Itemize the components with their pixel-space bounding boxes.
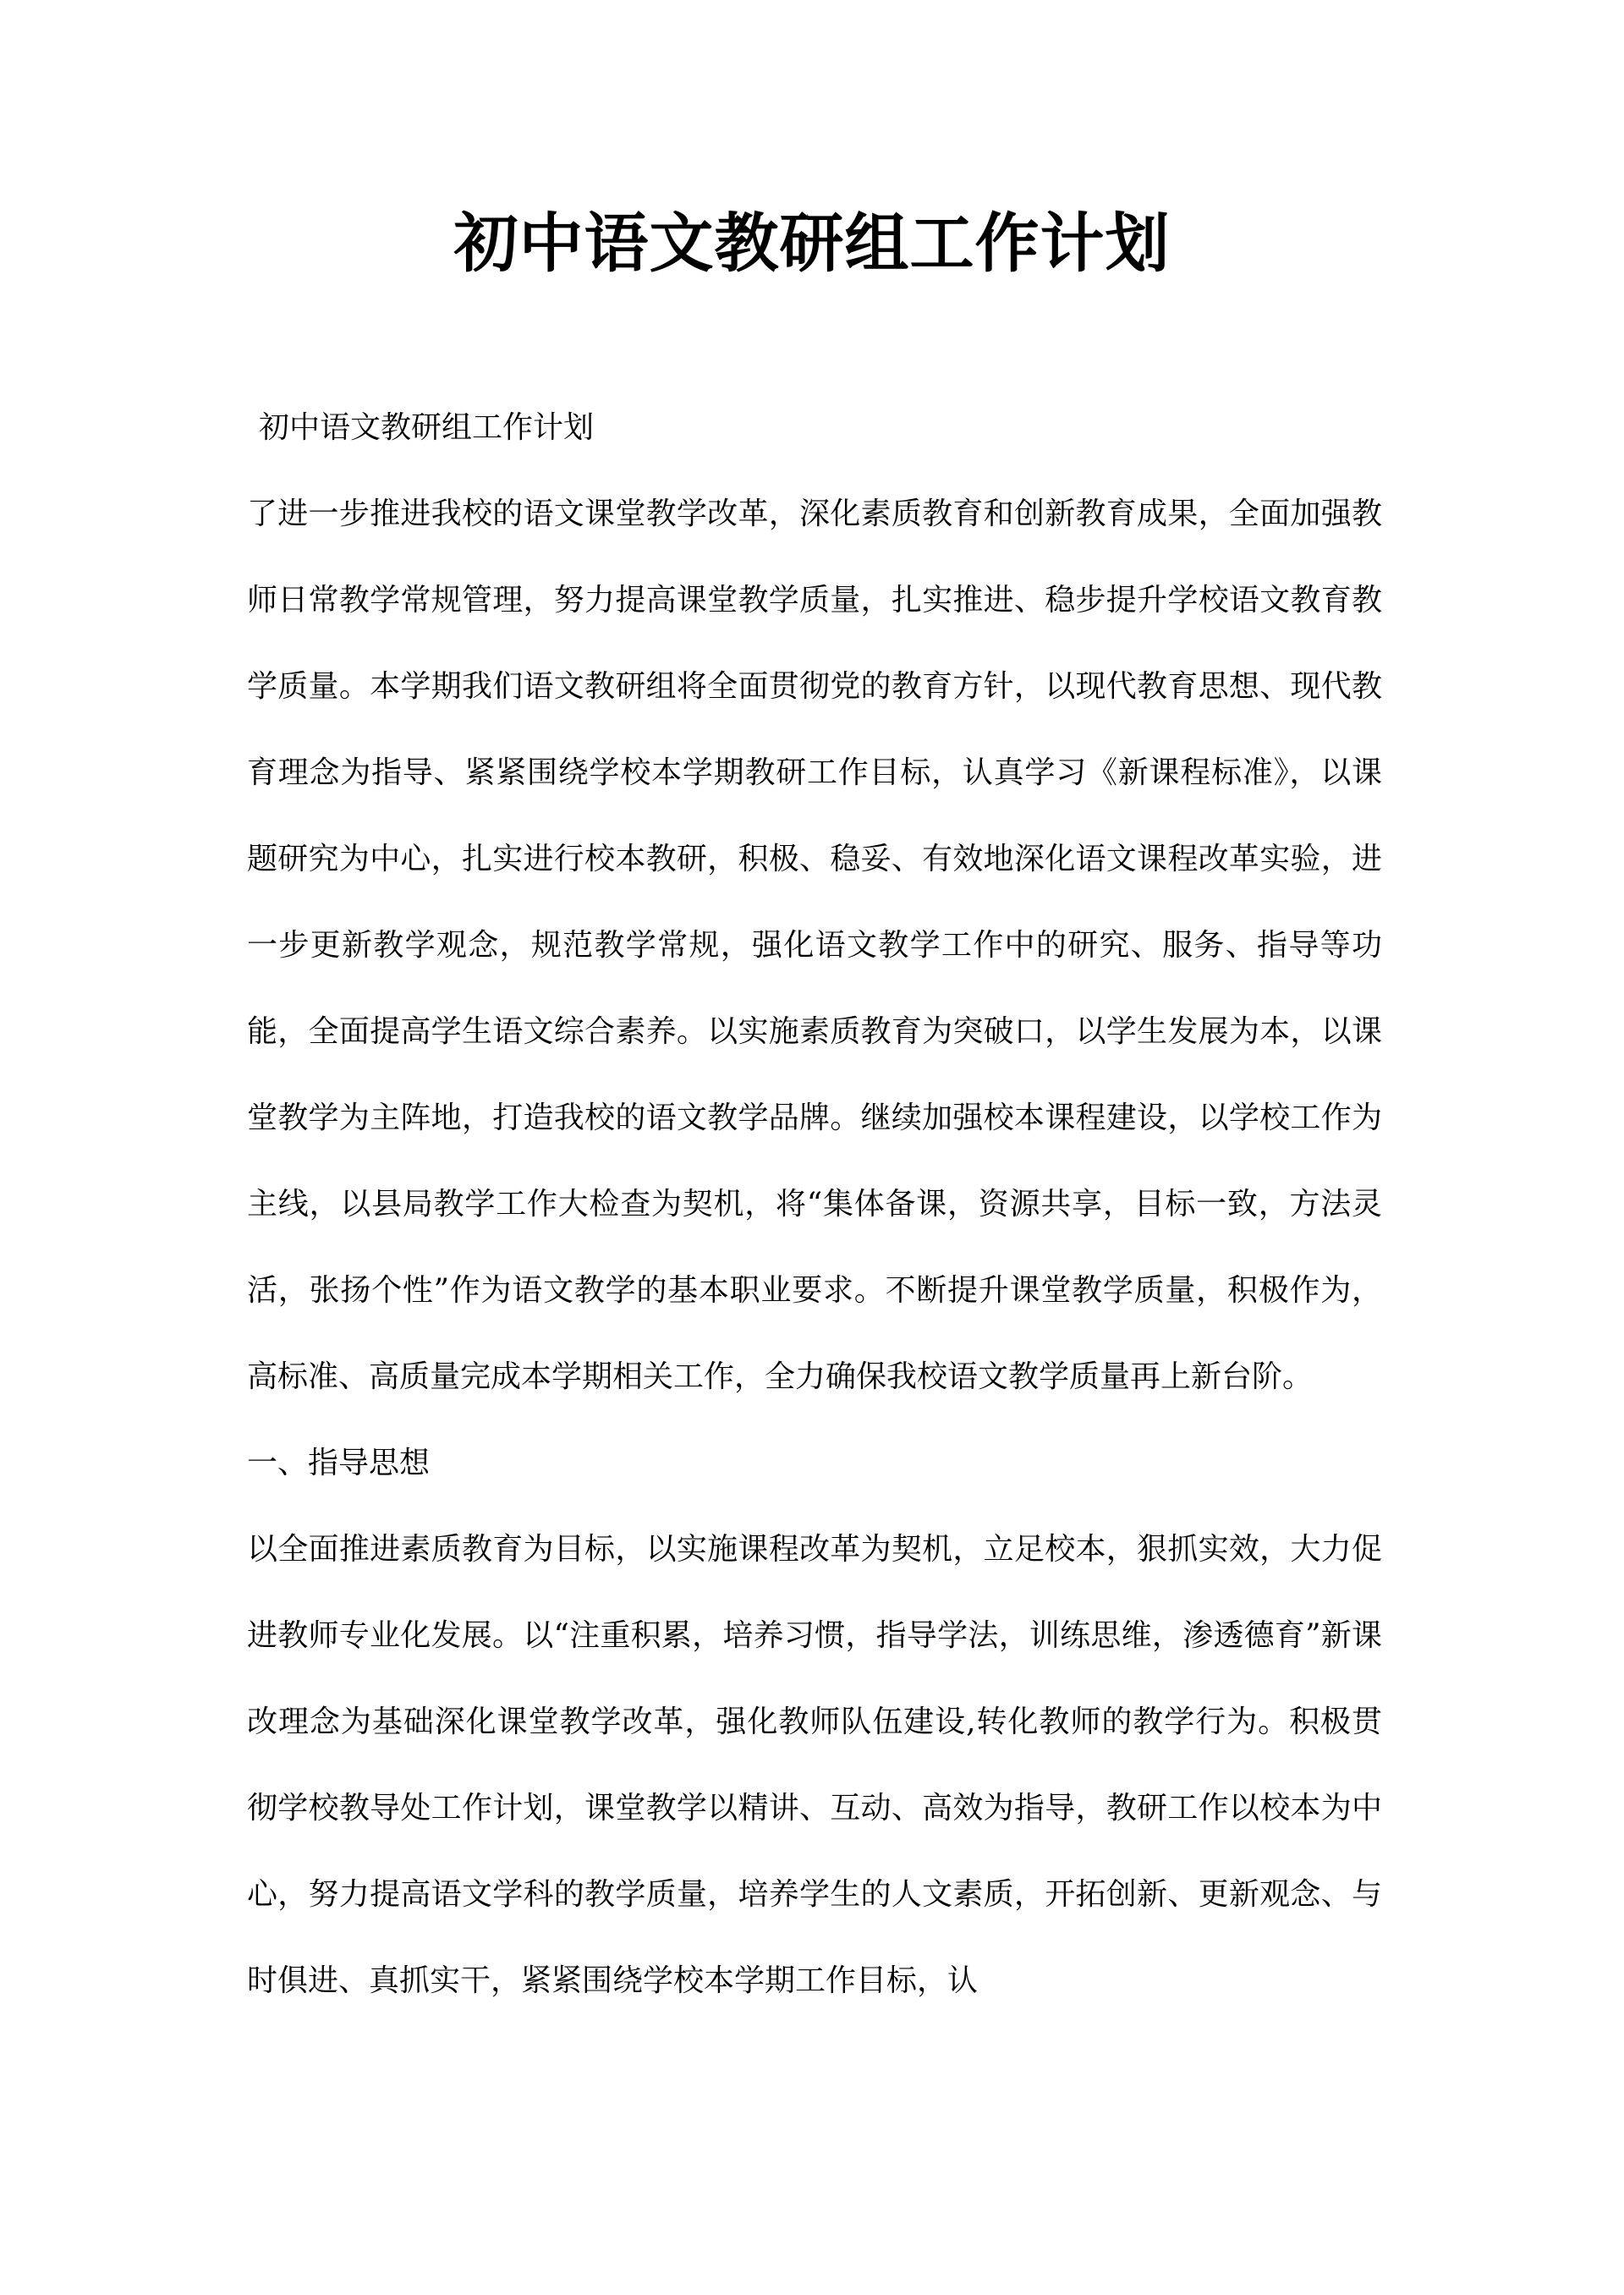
document-title: 初中语文教研组工作计划 (453, 206, 1171, 281)
intro-paragraph: 了进一步推进我校的语文课堂教学改革，深化素质教育和创新教育成果，全面加强教师日常教学常规管理，努力提高课堂教学质量，扎实推进、稳步提升学校语文教育教学质量。本学期我们语文教研组将全面贯彻党的教育方针，以现代教育思想、现代教育理念为指导、紧紧围绕学校本学期教研工作目标，认真学习《新课程标准》，以课题研究为中心，扎实进行校本教研，积极、稳妥、有效地深化语文课程改革实验，进一步更新教学观念，规范教学常规，强化语文教学工作中的研究、服务、指导等功能，全面提高学生语文综合素养。以实施素质教育为突破口，以学生发展为本，以课堂教学为主阵地，打造我校的语文教学品牌。继续加强校本课程建设，以学校工作为主线，以县局教学工作大检查为契机，将“集体备课，资源共享，目标一致，方法灵活，张扬个性”作为语文教学的基本职业要求。不断提升课堂教学质量，积极作为，高标准、高质量完成本学期相关工作，全力确保我校语文教学质量再上新台阶。 (247, 497, 1382, 1394)
document-body (247, 385, 1382, 2024)
document-subtitle: 初中语文教研组工作计划 (259, 410, 595, 445)
section-heading-guiding-ideology: 一、指导思想 (247, 1446, 431, 1480)
guiding-ideology-paragraph: 以全面推进素质教育为目标，以实施课程改革为契机，立足校本，狠抓实效，大力促进教师专业化发展。以“注重积累，培养习惯，指导学法，训练思维，渗透德育”新课改理念为基础深化课堂教学改革，强化教师队伍建设,转化教师的教学行为。积极贯彻学校教导处工作计划，课堂教学以精讲、互动、高效为指导，教研工作以校本为中心，努力提高语文学科的教学质量，培养学生的人文素质，开拓创新、更新观念、与时俱进、真抓实干，紧紧围绕学校本学期工作目标，认 (247, 1532, 1382, 1998)
